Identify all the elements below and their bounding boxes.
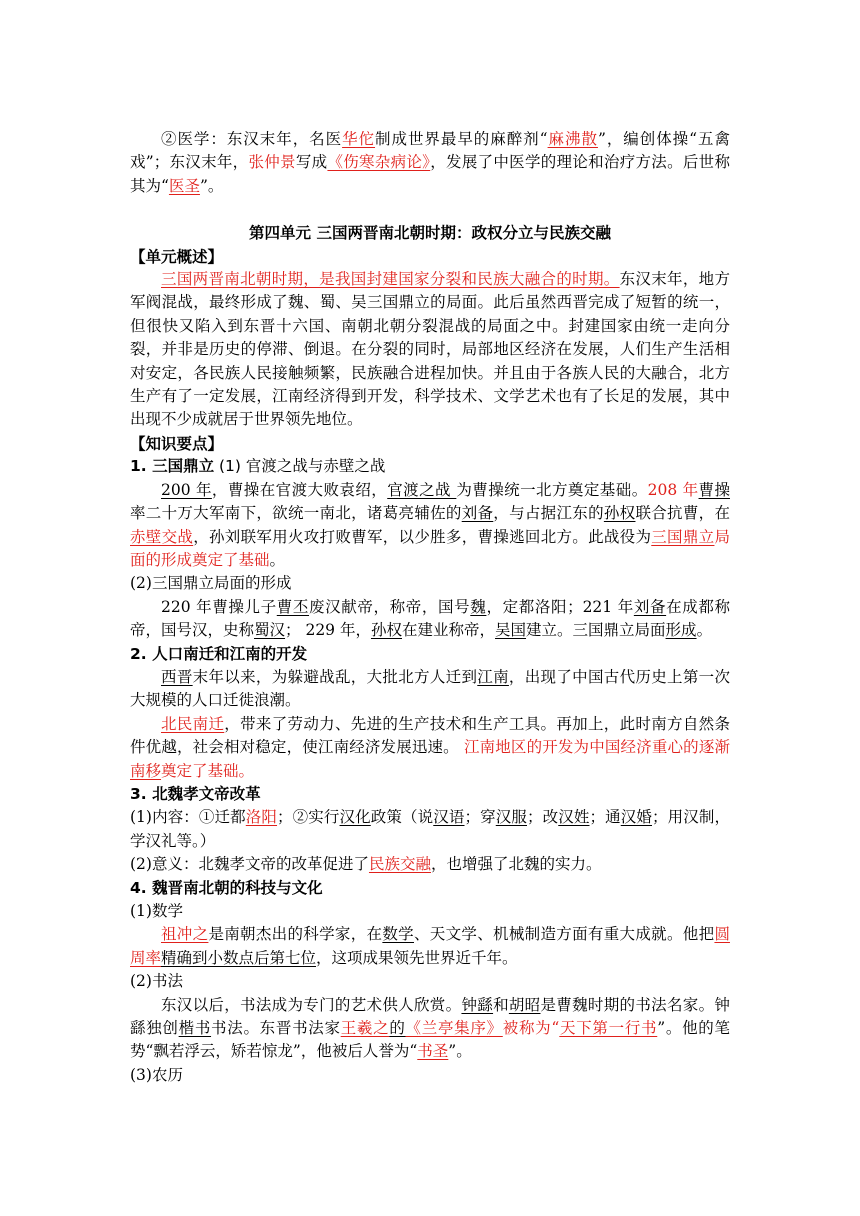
text-run: 曹丕 — [276, 597, 310, 616]
text-run: 和 — [493, 995, 509, 1014]
text-run: (1)内容：①迁都 — [130, 808, 246, 827]
text-run: ；通 — [589, 808, 621, 827]
text-run: 被称为“ — [502, 1019, 560, 1038]
text-run: 麻沸散 — [547, 130, 598, 148]
points-heading: 【知识要点】 — [130, 433, 224, 453]
text-run: 书法。东晋书法家 — [211, 1019, 341, 1038]
text-run: 在成都称帝，国号汉，史称 — [130, 597, 730, 640]
text-run: 江南 — [477, 667, 509, 686]
text-run: ”。他的笔势“飘若浮云，矫若惊龙”，他被后人誉为“ — [130, 1019, 730, 1061]
text-run: 数学 — [382, 925, 414, 944]
text-run: ，出现了中国古代历史上第一次大规模的人口迁徙浪潮。 — [130, 667, 730, 710]
text-run: 汉姓 — [558, 808, 590, 827]
text-run: ”。 — [448, 1042, 472, 1061]
text-run: (2)意义：北魏孝文帝的改革促进了 — [130, 855, 369, 874]
text-run: 208 年 — [647, 480, 699, 499]
text-run: 奠定了基础。 — [161, 761, 255, 780]
text-run: 王羲之 — [340, 1019, 390, 1038]
text-run: 220 年曹操儿子 — [161, 597, 277, 616]
paragraph-reform-content — [130, 806, 730, 853]
text-run: 为曹操统一北方奠定基础。 — [456, 480, 648, 499]
text-run: 200 年 — [161, 480, 212, 499]
text-run: 建立。三国鼎立局面 — [526, 621, 666, 640]
text-run: 东汉以后，书法成为专门的艺术供人欣赏。 — [161, 995, 462, 1014]
paragraph-medicine — [130, 128, 730, 198]
text-run: 局面的形成奠定了基础 — [130, 527, 730, 569]
section-1-subheading: (2)三国鼎立局面的形成 — [130, 574, 292, 593]
text-run: 魏 — [470, 597, 487, 616]
text-run: 蜀汉 — [254, 621, 286, 640]
text-run: 吴国 — [495, 621, 527, 640]
section-3-heading: 3. 北魏孝文帝改革 — [130, 784, 261, 803]
text-run: 赤壁交战 — [130, 527, 194, 546]
text-run: (1) 官渡之战与赤壁之战 — [214, 457, 386, 476]
text-run: 三国鼎立 — [651, 527, 715, 546]
text-run: 汉语 — [433, 808, 465, 827]
text-run: 民族交融 — [368, 855, 431, 874]
text-run: 政策（说 — [370, 808, 434, 827]
text-run: ”，编创体操“五禽戏”；东汉末年， — [130, 130, 730, 172]
text-run: 是曹魏时期的书法名家。钟繇独创 — [130, 995, 730, 1038]
text-run: ； 229 年， — [285, 621, 371, 640]
paragraph-migration — [130, 666, 730, 713]
subheading-calendar: (3)农历 — [130, 1065, 183, 1084]
text-run: ，这项成果领先世界近千年。 — [316, 948, 518, 967]
text-run: 联合抗曹，在 — [635, 504, 730, 523]
text-run: 汉化 — [339, 808, 371, 827]
text-run: ，定都洛阳；221 年 — [486, 597, 634, 616]
text-run: ，与占据江东的 — [493, 504, 604, 523]
text-run: 圆周率 — [130, 925, 730, 967]
text-run: 北民南迁 — [161, 714, 225, 733]
text-run: ②医学：东汉末年，名医 — [161, 130, 343, 148]
text-run: 楷书 — [178, 1019, 212, 1038]
text-run: 制成世界最早的麻醉剂“ — [375, 130, 548, 148]
text-run: 张仲景 — [248, 153, 296, 172]
text-run: 东汉末年，地方军阀混战，最终形成了魏、蜀、吴三国鼎立的局面。此后虽然西晋完成了短暂的统一，但很快又陷入到东晋十六国、南朝北朝分裂混战的局面之中。封建国家由统一走向分裂，并非是历史的停滞、倒退。在分裂的同时，局部地区经济在发展，人们生产生活相对安定，各民族人民接触频繁，民族融合进程加快。并且由于各族人民的大融合，北方生产有了一定发展，江南经济得到开发，科学技术、文学艺术也有了长足的发展，其中出现不少成就居于世界领先地位。 — [130, 270, 730, 429]
text-run: 华佗 — [342, 130, 376, 148]
text-run: ”。 — [199, 176, 224, 195]
text-run: ，曹操在官渡大败袁绍， — [211, 480, 388, 499]
text-run: 是南朝杰出的科学家，在 — [208, 925, 383, 944]
text-run: ，发展了中医学的理论和治疗方法。后世称其为“ — [130, 153, 730, 195]
paragraph-math — [130, 923, 730, 970]
text-run: 西晋 — [161, 667, 193, 686]
text-run: 《兰亭集序》 — [405, 1019, 503, 1038]
text-run: 废汉献帝，称帝，国号 — [309, 597, 471, 616]
text-run: 、天文学、机械制造方面有重大成就。他把 — [414, 925, 715, 944]
text-run: ；改 — [527, 808, 559, 827]
section-4-heading: 4. 魏晋南北朝的科技与文化 — [130, 878, 323, 897]
text-run: 末年以来，为躲避战乱，大批北方人迁到 — [192, 667, 478, 686]
text-run: 三国两晋南北朝时期，是我国封建国家分裂和民族大融合的时期。 — [161, 270, 620, 289]
text-run: 精确到小数点后第七位 — [161, 948, 317, 967]
section-2-heading: 2. 人口南迁和江南的开发 — [130, 644, 308, 663]
text-run: 形成 — [665, 621, 697, 640]
text-run: 刘备 — [633, 597, 667, 616]
text-run: ，也增强了北魏的实力。 — [430, 855, 602, 874]
paragraph-three-kingdoms — [130, 596, 730, 643]
document-page — [130, 128, 730, 1087]
text-run: 医圣 — [168, 176, 200, 195]
text-run: 书圣 — [417, 1042, 449, 1061]
text-run: 1. 三国鼎立 — [130, 457, 215, 476]
text-run: 江南地区的开发为中国经济重心的逐渐 — [463, 738, 730, 757]
paragraph-guandu-chibi — [130, 479, 730, 573]
text-run: 刘备 — [461, 504, 494, 523]
paragraph-calligraphy — [130, 994, 730, 1064]
text-run: 钟繇 — [461, 995, 494, 1014]
text-run: 官渡之战 — [387, 480, 457, 499]
text-run: 胡昭 — [508, 995, 541, 1014]
blank-line — [130, 198, 730, 221]
subheading-calligraphy: (2)书法 — [130, 972, 183, 991]
paragraph-reform-meaning — [130, 853, 730, 876]
text-run: 祖冲之 — [161, 925, 209, 944]
text-run: 孙权 — [603, 504, 636, 523]
text-run: 汉婚 — [620, 808, 652, 827]
text-run: 在建业称帝， — [402, 621, 496, 640]
section-1-heading — [130, 455, 730, 478]
paragraph-jiangnan — [130, 713, 730, 783]
text-run: ，带来了劳动力、先进的生产技术和生产工具。再加上，此时南方自然条件优越，社会相对稳定，使江南经济发展迅速。 — [130, 714, 730, 757]
unit-title: 第四单元 三国两晋南北朝时期：政权分立与民族交融 — [249, 223, 611, 243]
text-run: ；用汉制，学汉礼等。） — [130, 808, 730, 850]
text-run: ；穿 — [464, 808, 496, 827]
text-run: ；②实行 — [277, 808, 340, 827]
paragraph-overview — [130, 268, 730, 432]
text-run: 洛阳 — [245, 808, 278, 827]
text-run: ，孙刘联军用火攻打败曹军，以少胜多，曹操逃回北方。此战役为 — [193, 527, 652, 546]
text-run: 南移 — [130, 761, 162, 780]
text-run: 孙权 — [370, 621, 402, 640]
text-run: 写成 — [295, 153, 328, 172]
text-run: 曹操 — [698, 480, 730, 499]
text-run: 率二十万大军南下，欲统一南北，诸葛亮辅佐的 — [130, 504, 462, 523]
text-run: 的 — [389, 1019, 406, 1038]
text-run: 汉服 — [495, 808, 527, 827]
text-run: 天下第一行书 — [559, 1019, 658, 1038]
text-run: 。 — [269, 550, 286, 569]
subheading-math: (1)数学 — [130, 902, 183, 920]
text-run: 。 — [696, 621, 713, 640]
overview-heading: 【单元概述】 — [130, 246, 224, 266]
text-run: 《伤寒杂病论》 — [327, 153, 431, 172]
